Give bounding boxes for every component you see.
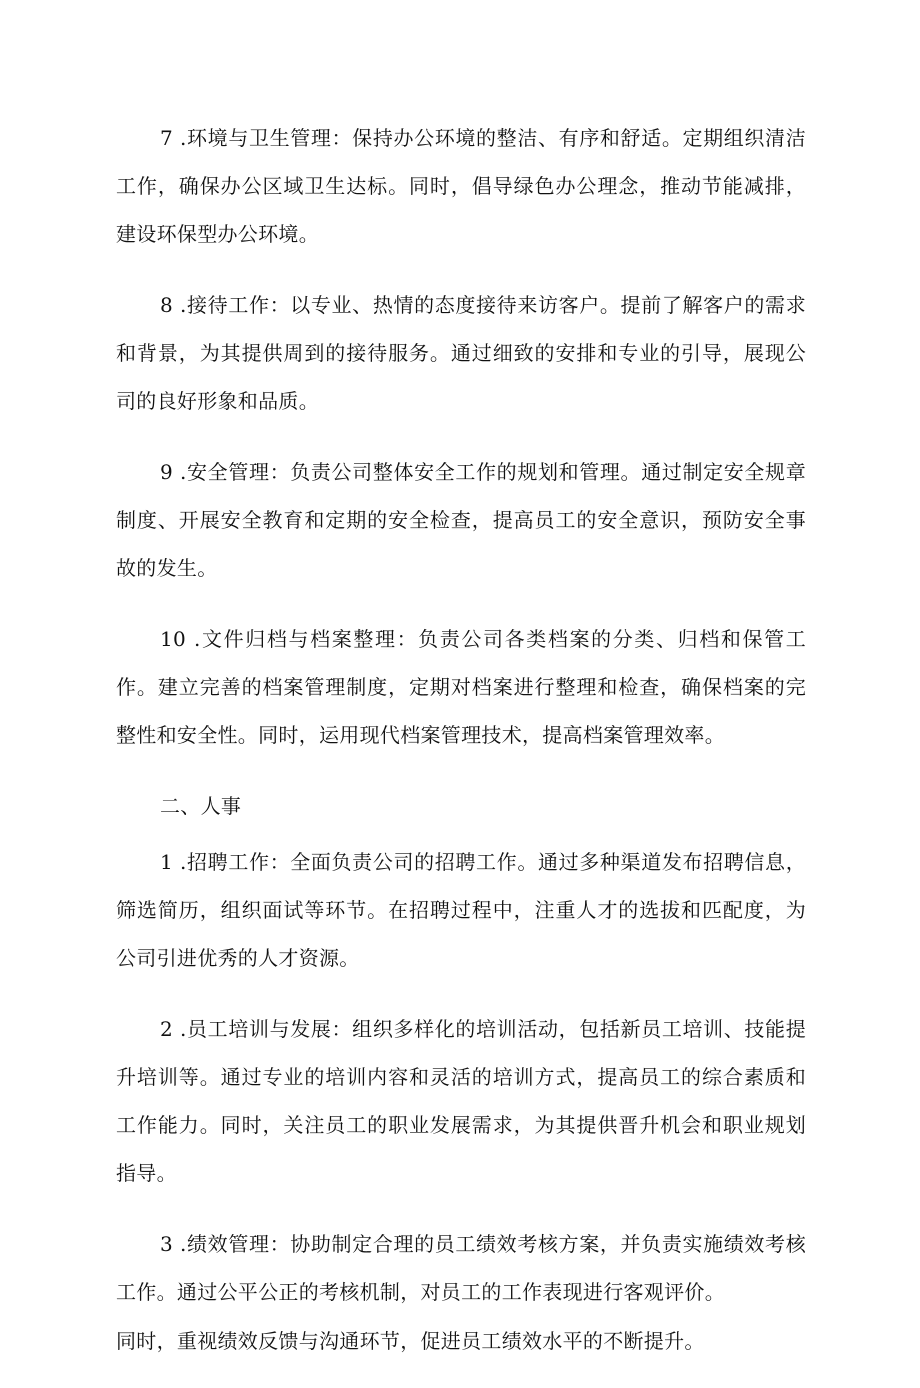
paragraph-archives: 10 .文件归档与档案整理：负责公司各类档案的分类、归档和保管工作。建立完善的档案管理制度，定期对档案进行整理和检查，确保档案的完整性和安全性。同时，运用现代档案管理技术，提高档案管理效率。 bbox=[116, 627, 806, 747]
paragraph-training: 2 .员工培训与发展：组织多样化的培训活动，包括新员工培训、技能提升培训等。通过专业的培训内容和灵活的培训方式，提高员工的综合素质和工作能力。同时，关注员工的职业发展需求，为其提供晋升机会和职业规划指导。 bbox=[116, 1017, 806, 1185]
document-body bbox=[116, 114, 806, 1388]
paragraph-performance-continued: 同时，重视绩效反馈与沟通环节，促进员工绩效水平的不断提升。 bbox=[116, 1329, 705, 1353]
section-heading-hr: 二、人事 bbox=[160, 794, 242, 818]
paragraph-environment-hygiene: 7 .环境与卫生管理：保持办公环境的整洁、有序和舒适。定期组织清洁工作，确保办公区域卫生达标。同时，倡导绿色办公理念，推动节能减排，建设环保型办公环境。 bbox=[116, 126, 806, 246]
paragraph-safety: 9 .安全管理：负责公司整体安全工作的规划和管理。通过制定安全规章制度、开展安全教育和定期的安全检查，提高员工的安全意识，预防安全事故的发生。 bbox=[116, 460, 806, 580]
paragraph-performance: 3 .绩效管理：协助制定合理的员工绩效考核方案，并负责实施绩效考核工作。通过公平公正的考核机制，对员工的工作表现进行客观评价。 bbox=[116, 1232, 806, 1304]
paragraph-recruitment: 1 .招聘工作：全面负责公司的招聘工作。通过多种渠道发布招聘信息，筛选简历，组织面试等环节。在招聘过程中，注重人才的选拔和匹配度，为公司引进优秀的人才资源。 bbox=[116, 850, 806, 970]
paragraph-reception: 8 .接待工作：以专业、热情的态度接待来访客户。提前了解客户的需求和背景，为其提供周到的接待服务。通过细致的安排和专业的引导，展现公司的良好形象和品质。 bbox=[116, 293, 806, 413]
